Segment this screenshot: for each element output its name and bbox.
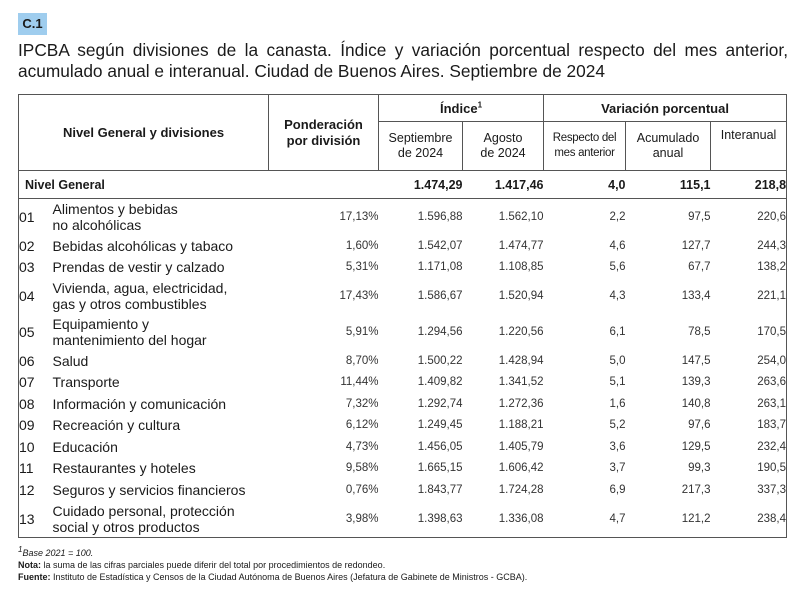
division-row <box>19 278 787 314</box>
footnote-base-text: Base 2021 = 100. <box>22 548 94 558</box>
division-code: 13 <box>19 510 35 527</box>
division-ytd-var: 99,3 <box>688 462 711 475</box>
division-row <box>19 501 787 538</box>
division-weight: 17,43% <box>339 290 379 302</box>
division-label-line2: mantenimiento del hogar <box>52 332 207 348</box>
division-weight: 1,60% <box>345 239 379 252</box>
division-yoy-var: 138,2 <box>757 261 787 274</box>
header-sept-2024 <box>379 122 463 171</box>
general-level-label: Nivel General <box>19 171 379 199</box>
division-aug-index: 1.336,08 <box>498 512 544 525</box>
division-sept-index: 1.398,63 <box>417 512 463 525</box>
division-yoy-var: 337,3 <box>757 483 787 496</box>
division-aug-index: 1.724,28 <box>498 483 544 496</box>
general-yoy: 218,8 <box>711 171 787 199</box>
header-divisions: Nivel General y divisiones <box>62 125 225 140</box>
division-label <box>53 199 269 236</box>
division-label <box>53 393 269 415</box>
division-weight: 11,44% <box>340 376 379 389</box>
division-monthly-var: 5,6 <box>609 261 626 274</box>
division-sept-index: 1.409,82 <box>417 376 463 389</box>
division-aug-index: 1.474,77 <box>498 239 544 252</box>
header-aug-line1: Agosto <box>483 131 523 145</box>
division-aug-index: 1.341,52 <box>498 376 544 389</box>
division-sept-index: 1.294,56 <box>417 326 463 338</box>
division-row <box>19 479 787 501</box>
footnote-note-label: Nota: <box>18 560 41 570</box>
header-index-group <box>379 95 544 122</box>
header-ytd-line1: Acumulado <box>636 131 700 145</box>
division-aug-index: 1.428,94 <box>498 354 544 367</box>
division-label-line1: Recreación y cultura <box>52 417 181 434</box>
division-monthly-var: 4,3 <box>609 290 626 302</box>
division-row <box>19 372 787 394</box>
division-row <box>19 393 787 415</box>
division-sept-index: 1.665,15 <box>417 462 463 475</box>
division-label <box>53 436 269 458</box>
division-aug-index: 1.606,42 <box>498 462 544 475</box>
division-label-line1: Restaurantes y hoteles <box>52 460 196 477</box>
division-sept-index: 1.586,67 <box>417 290 463 302</box>
footnote-source <box>18 571 527 583</box>
division-label <box>53 350 269 372</box>
header-weight-text: Ponderación por división <box>284 116 363 148</box>
division-yoy-var: 263,6 <box>757 376 787 389</box>
division-monthly-var: 5,2 <box>609 419 626 432</box>
division-code: 08 <box>19 395 35 412</box>
division-aug-index: 1.220,56 <box>498 326 544 338</box>
division-label <box>53 314 269 350</box>
division-row <box>19 436 787 458</box>
division-row <box>19 199 787 236</box>
division-code: 11 <box>19 460 34 477</box>
division-label-line1: Cuidado personal, protección <box>52 502 235 519</box>
division-weight: 6,12% <box>345 419 379 432</box>
division-monthly-var: 6,1 <box>609 326 626 338</box>
division-row <box>19 314 787 350</box>
division-weight: 4,73% <box>345 440 379 453</box>
division-aug-index: 1.108,85 <box>498 261 544 274</box>
division-monthly-var: 5,0 <box>609 354 626 367</box>
division-ytd-var: 140,8 <box>681 397 711 410</box>
division-monthly-var: 2,2 <box>609 211 626 223</box>
general-sept: 1.474,29 <box>379 171 463 199</box>
division-code: 07 <box>19 374 35 391</box>
division-sept-index: 1.596,88 <box>417 211 463 223</box>
division-label <box>53 458 269 480</box>
division-label <box>53 235 269 257</box>
division-row <box>19 458 787 480</box>
footnote-base-marker: 1 <box>18 545 23 554</box>
division-ytd-var: 78,5 <box>688 326 711 338</box>
division-code: 05 <box>19 324 35 340</box>
division-yoy-var: 238,4 <box>757 512 787 525</box>
header-weight <box>269 95 379 171</box>
division-label <box>53 372 269 394</box>
division-code: 02 <box>19 237 35 254</box>
division-yoy-var: 170,5 <box>757 326 787 338</box>
division-label <box>53 278 269 314</box>
general-monthly: 4,0 <box>544 171 626 199</box>
division-ytd-var: 67,7 <box>688 261 711 274</box>
division-monthly-var: 3,6 <box>609 440 626 453</box>
division-sept-index: 1.249,45 <box>417 419 463 432</box>
division-ytd-var: 147,5 <box>681 354 711 367</box>
division-label-line1: Educación <box>52 438 118 455</box>
division-aug-index: 1.562,10 <box>498 211 544 223</box>
footnote-source-text: Instituto de Estadística y Censos de la Ciudad Autónoma de Buenos Aires (Jefatura de Gabinete de Ministros - GCBA). <box>50 572 528 582</box>
header-monthly-line2: mes anterior <box>554 147 615 159</box>
division-label-line1: Seguros y servicios financieros <box>52 481 246 498</box>
division-weight: 17,13% <box>339 211 379 223</box>
division-yoy-var: 220,6 <box>757 211 787 223</box>
division-yoy-var: 190,5 <box>757 462 787 475</box>
division-yoy-var: 263,1 <box>757 397 787 410</box>
division-label-line2: gas y otros combustibles <box>52 296 207 312</box>
division-yoy-var: 244,3 <box>757 239 787 252</box>
table-title <box>18 40 788 82</box>
header-ytd <box>626 122 711 171</box>
division-row <box>19 415 787 437</box>
division-sept-index: 1.171,08 <box>417 261 463 274</box>
division-monthly-var: 4,7 <box>609 512 626 525</box>
division-weight: 5,91% <box>345 326 379 338</box>
header-monthly-line1: Respecto del <box>552 132 617 144</box>
division-code: 03 <box>19 259 35 276</box>
division-sept-index: 1.843,77 <box>417 483 463 496</box>
division-label-line1: Bebidas alcohólicas y tabaco <box>52 237 234 254</box>
division-sept-index: 1.542,07 <box>417 239 463 252</box>
footnote-base <box>18 547 527 559</box>
division-ytd-var: 97,5 <box>688 211 711 223</box>
general-ytd: 115,1 <box>626 171 711 199</box>
division-code: 09 <box>19 417 35 434</box>
division-monthly-var: 6,9 <box>609 483 626 496</box>
division-label <box>53 257 269 279</box>
table-title-line-1: IPCBA según divisiones de la canasta. Índice y variación porcentual respecto del mes anterior, <box>18 40 788 60</box>
header-variation-group: Variación porcentual <box>544 95 787 122</box>
division-ytd-var: 133,4 <box>681 290 711 302</box>
division-ytd-var: 139,3 <box>681 376 711 389</box>
division-label-line2: social y otros productos <box>52 518 200 535</box>
division-weight: 5,31% <box>345 261 379 274</box>
division-label-line1: Alimentos y bebidas <box>52 201 178 217</box>
division-monthly-var: 4,6 <box>609 239 626 252</box>
footnote-source-label: Fuente: <box>18 572 51 582</box>
division-row <box>19 235 787 257</box>
division-monthly-var: 3,7 <box>609 462 626 475</box>
division-label-line1: Información y comunicación <box>52 395 227 412</box>
division-weight: 8,70% <box>345 354 379 367</box>
table-footer <box>18 547 527 583</box>
division-label-line1: Transporte <box>52 374 120 391</box>
division-label <box>53 501 269 538</box>
division-code: 06 <box>19 352 35 369</box>
header-monthly <box>544 122 626 171</box>
division-sept-index: 1.292,74 <box>417 397 463 410</box>
division-sept-index: 1.456,05 <box>417 440 463 453</box>
header-aug-line2: de 2024 <box>480 146 526 160</box>
division-weight: 9,58% <box>345 462 379 475</box>
division-label-line1: Prendas de vestir y calzado <box>52 259 225 276</box>
division-yoy-var: 183,7 <box>757 419 787 432</box>
division-yoy-var: 254,0 <box>757 354 787 367</box>
footnote-note-text: la suma de las cifras parciales puede diferir del total por procedimientos de redondeo. <box>41 560 386 570</box>
division-code: 01 <box>19 209 35 225</box>
header-sept-line2: de 2024 <box>397 146 444 160</box>
division-row <box>19 257 787 279</box>
division-ytd-var: 121,2 <box>681 512 711 525</box>
header-index-footnote: 1 <box>477 100 483 110</box>
division-weight: 7,32% <box>345 397 379 410</box>
division-aug-index: 1.272,36 <box>498 397 544 410</box>
header-aug-2024 <box>463 122 544 171</box>
header-sept-line1: Septiembre <box>388 131 453 145</box>
table-title-line-2: acumulado anual e interanual. Ciudad de Buenos Aires. Septiembre de 2024 <box>18 61 606 81</box>
division-monthly-var: 5,1 <box>609 376 626 389</box>
division-label-line1: Vivienda, agua, electricidad, <box>52 280 228 296</box>
header-index-label: Índice <box>440 100 478 116</box>
division-yoy-var: 232,4 <box>757 440 787 453</box>
division-ytd-var: 129,5 <box>681 440 711 453</box>
general-aug: 1.417,46 <box>463 171 544 199</box>
footnote-note <box>18 559 527 571</box>
division-aug-index: 1.405,79 <box>498 440 544 453</box>
division-monthly-var: 1,6 <box>609 397 626 410</box>
division-aug-index: 1.520,94 <box>498 290 544 302</box>
division-aug-index: 1.188,21 <box>498 419 544 432</box>
header-yoy: Interanual <box>711 122 787 171</box>
division-label-line2: no alcohólicas <box>52 217 142 233</box>
general-level-row <box>19 171 787 199</box>
header-ytd-line2: anual <box>652 146 684 160</box>
division-weight: 3,98% <box>345 512 379 525</box>
division-label <box>53 415 269 437</box>
division-sept-index: 1.500,22 <box>417 354 463 367</box>
division-label-line1: Salud <box>52 352 89 369</box>
table-number-badge: C.1 <box>18 13 47 35</box>
division-yoy-var: 221,1 <box>757 290 787 302</box>
division-ytd-var: 127,7 <box>681 239 711 252</box>
division-code: 12 <box>19 481 35 498</box>
division-code: 10 <box>19 438 35 455</box>
division-ytd-var: 97,6 <box>688 419 711 432</box>
division-weight: 0,76% <box>345 483 379 496</box>
division-row <box>19 350 787 372</box>
ipcba-table <box>18 94 787 538</box>
division-label <box>53 479 269 501</box>
division-label-line1: Equipamiento y <box>52 316 150 332</box>
division-ytd-var: 217,3 <box>681 483 711 496</box>
division-code: 04 <box>19 288 35 304</box>
